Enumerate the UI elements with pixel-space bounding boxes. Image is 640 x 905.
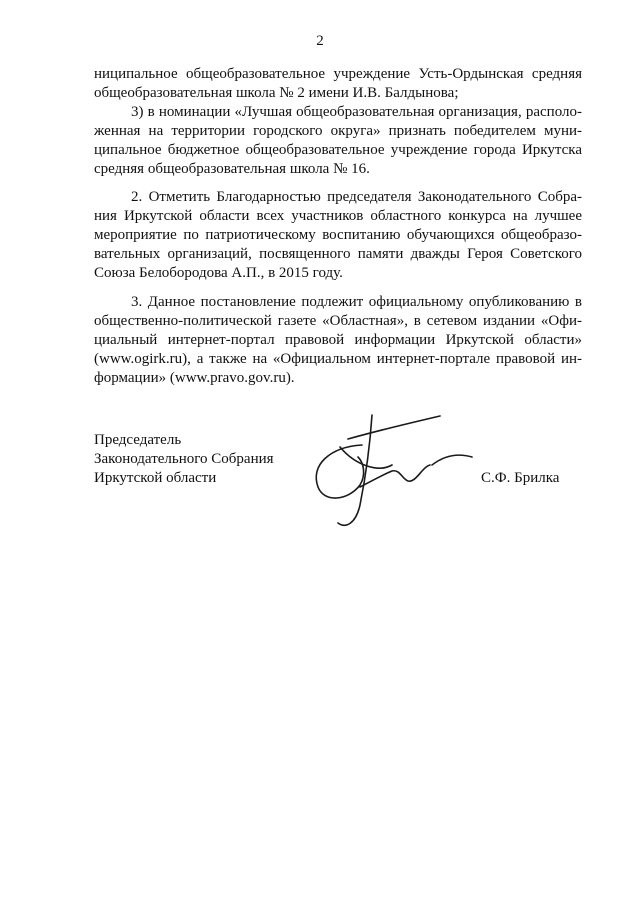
text-line: 3. Данное постановление подлежит официальному опубликованию в <box>131 294 582 310</box>
handwritten-signature <box>300 405 490 535</box>
text-line: средняя общеобразовательная школа № 16. <box>94 161 370 177</box>
text-line: ния Иркутской области всех участников областного конкурса на лучшее <box>94 208 582 224</box>
text-line: (www.ogirk.ru), а также на «Официальном интернет-портале правовой ин- <box>94 351 582 367</box>
signatory-title-line: Законодательного Собрания <box>94 451 274 467</box>
text-line: общественно-политической газете «Областная», в сетевом издании «Офи- <box>94 313 582 329</box>
text-line: формации» (www.pravo.gov.ru). <box>94 370 295 386</box>
text-line: 3) в номинации «Лучшая общеобразовательная организация, располо- <box>131 104 582 120</box>
text-line: общеобразовательная школа № 2 имени И.В. Балдынова; <box>94 85 459 101</box>
text-line: циальный интернет-портал правовой информации Иркутской области» <box>94 332 582 348</box>
text-line: вательных организаций, посвященного памяти дважды Героя Советского <box>94 246 582 262</box>
page-number: 2 <box>316 33 324 49</box>
text-line: Союза Белобородова А.П., в 2015 году. <box>94 265 343 281</box>
signatory-title-line: Председатель <box>94 432 182 448</box>
text-line: женная на территории городского округа» признать победителем муни- <box>94 123 582 139</box>
signatory-title-line: Иркутской области <box>94 470 217 486</box>
signatory-name: С.Ф. Брилка <box>481 470 560 486</box>
text-line: ципальное бюджетное общеобразовательное учреждение города Иркутска <box>94 142 582 158</box>
text-line: 2. Отметить Благодарностью председателя Законодательного Собра- <box>131 189 582 205</box>
text-line: ниципальное общеобразовательное учреждение Усть-Ордынская средняя <box>94 66 582 82</box>
text-line: мероприятие по патриотическому воспитанию обучающихся общеобразо- <box>94 227 582 243</box>
